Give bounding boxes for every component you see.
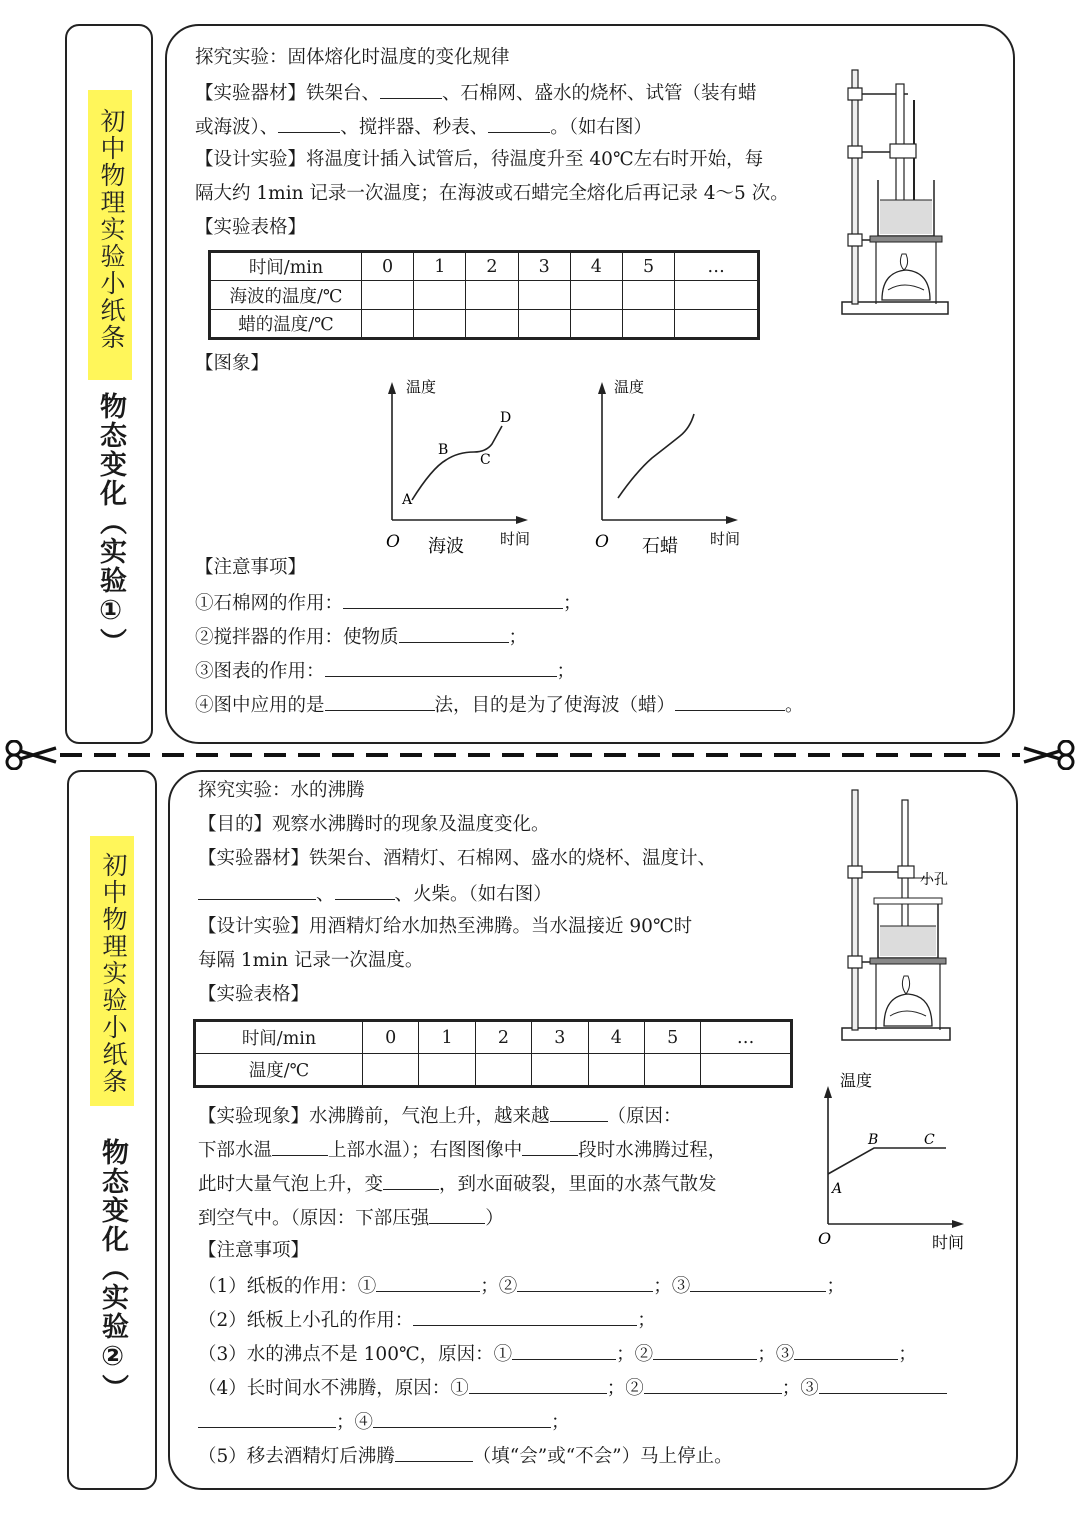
blank[interactable] — [488, 114, 550, 133]
table-row — [210, 281, 759, 310]
blank[interactable] — [517, 1273, 653, 1292]
table-cell[interactable] — [363, 1054, 419, 1087]
graph-origin: O — [386, 532, 400, 552]
table-cell[interactable] — [644, 1054, 700, 1087]
table-row — [210, 310, 759, 339]
table-header-cell: 5 — [622, 252, 674, 281]
blank[interactable] — [373, 1409, 551, 1428]
exp2-note-3: （3）水的沸点不是 100℃，原因：① ；② ；③ ； — [198, 1341, 917, 1367]
scissors-icon-left — [7, 741, 56, 769]
table-header-cell: … — [675, 252, 759, 281]
table-cell[interactable] — [414, 281, 466, 310]
blank[interactable] — [469, 1375, 607, 1394]
exp1-note-2: ②搅拌器的作用：使物质 ； — [195, 624, 527, 650]
exp1-design-line1: 【设计实验】将温度计插入试管后，待温度升至 40℃左右时开始，每 — [195, 149, 764, 170]
table-cell[interactable] — [532, 1054, 588, 1087]
blank[interactable] — [644, 1375, 782, 1394]
exp2-materials-line1: 【实验器材】铁架台、酒精灯、石棉网、盛水的烧杯、温度计、 — [198, 848, 717, 869]
exp2-materials-line2: 、 、火柴。（如右图） — [198, 881, 552, 907]
exp2-design-line2: 每隔 1min 记录一次温度。 — [198, 950, 424, 971]
table-cell[interactable] — [518, 310, 570, 339]
blank[interactable] — [794, 1341, 898, 1360]
exp1-title: 探究实验：固体熔化时温度的变化规律 — [195, 47, 510, 68]
sidebar-exp2 — [67, 770, 157, 1490]
table-header-cell: … — [701, 1021, 792, 1054]
exp1-apparatus-illustration — [838, 64, 958, 320]
blank[interactable] — [278, 114, 340, 133]
table-cell[interactable] — [419, 1054, 475, 1087]
sidebar-exp1 — [65, 24, 153, 744]
table-cell[interactable] — [466, 281, 518, 310]
sidebar-topic: 物态变化（实验②） — [97, 1138, 128, 1403]
graph-caption: 石蜡 — [642, 536, 678, 557]
table-header-cell: 2 — [475, 1021, 531, 1054]
table-cell[interactable] — [362, 310, 414, 339]
blank[interactable] — [653, 1341, 757, 1360]
exp2-table-title: 【实验表格】 — [198, 984, 310, 1005]
table-row-label: 海波的温度/℃ — [210, 281, 362, 310]
exp2-phenomena-line1: 【实验现象】水沸腾前，气泡上升，越来越 （原因： — [198, 1103, 682, 1129]
sidebar-topic: 物态变化（实验①） — [95, 392, 126, 657]
blank[interactable] — [550, 1103, 608, 1122]
table-cell[interactable] — [622, 310, 674, 339]
blank[interactable] — [272, 1137, 328, 1156]
exp2-data-table — [193, 1019, 793, 1088]
apparatus-label-hole: 小孔 — [920, 872, 948, 888]
table-header-cell: 4 — [588, 1021, 644, 1054]
blank[interactable] — [198, 1409, 336, 1428]
point-label: B — [868, 1132, 879, 1148]
exp1-table-title: 【实验表格】 — [195, 217, 307, 238]
table-cell[interactable] — [570, 281, 622, 310]
table-cell[interactable] — [414, 310, 466, 339]
exp2-phenomena-line2: 下部水温 上部水温）；右图图像中 段时水沸腾过程， — [198, 1137, 726, 1163]
point-label: B — [438, 442, 449, 458]
exp1-materials-line2: 或海波）、 、搅拌器、秒表、 。（如右图） — [195, 114, 652, 140]
table-header-cell: 0 — [362, 252, 414, 281]
exp1-data-table — [208, 250, 760, 340]
blank[interactable] — [429, 1205, 485, 1224]
blank[interactable] — [325, 692, 435, 711]
graph-caption: 海波 — [428, 536, 464, 557]
blank[interactable] — [198, 881, 316, 900]
table-row-label: 蜡的温度/℃ — [210, 310, 362, 339]
table-row — [195, 1054, 792, 1087]
scissors-icon-right — [1024, 741, 1073, 769]
graph-origin: O — [818, 1229, 832, 1248]
table-header-cell: 2 — [466, 252, 518, 281]
graph-xlabel: 时间 — [710, 530, 741, 548]
graph-ylabel: 温度 — [614, 378, 645, 396]
exp1-note-3: ③图表的作用： ； — [195, 658, 575, 684]
table-cell[interactable] — [570, 310, 622, 339]
exp2-purpose: 【目的】观察水沸腾时的现象及温度变化。 — [198, 814, 550, 835]
exp2-note-1: （1）纸板的作用：① ；② ；③ ； — [198, 1273, 845, 1299]
cut-line — [0, 740, 1080, 770]
exp2-title: 探究实验：水的沸腾 — [198, 780, 365, 801]
exp2-note-4: （4）长时间水不沸腾，原因：① ；② ；③ — [198, 1375, 947, 1401]
blank[interactable] — [395, 1443, 473, 1462]
table-cell[interactable] — [518, 281, 570, 310]
table-cell[interactable] — [701, 1054, 792, 1087]
point-label: A — [402, 492, 413, 508]
exp1-design-line2: 隔大约 1min 记录一次温度；在海波或石蜡完全熔化后再记录 4～5 次。 — [195, 183, 789, 204]
exp2-phenomena-line4: 到空气中。（原因：下部压强 ） — [198, 1205, 504, 1231]
table-header-cell: 5 — [644, 1021, 700, 1054]
point-label: C — [924, 1132, 935, 1148]
blank[interactable] — [343, 590, 563, 609]
table-header-row — [210, 252, 759, 281]
table-cell[interactable] — [466, 310, 518, 339]
table-cell[interactable] — [622, 281, 674, 310]
exp1-note-4: ④图中应用的是 法，目的是为了使海波（蜡） 。 — [195, 692, 804, 718]
table-header-row — [195, 1021, 792, 1054]
table-cell[interactable] — [475, 1054, 531, 1087]
table-cell[interactable] — [588, 1054, 644, 1087]
table-header-cell: 4 — [570, 252, 622, 281]
exp2-phenomena-line3: 此时大量气泡上升，变 ，到水面破裂，里面的水蒸气散发 — [198, 1171, 717, 1197]
blank[interactable] — [383, 1171, 439, 1190]
table-row-label: 温度/℃ — [195, 1054, 363, 1087]
sidebar-title: 初中物理实验小纸条 — [99, 852, 128, 1095]
exp1-graph-title: 【图象】 — [195, 353, 270, 374]
blank[interactable] — [522, 1137, 578, 1156]
graph-ylabel: 温度 — [406, 378, 437, 396]
table-cell[interactable] — [362, 281, 414, 310]
point-label: A — [832, 1181, 843, 1197]
exp2-notes-title: 【注意事项】 — [198, 1240, 310, 1261]
sidebar-title: 初中物理实验小纸条 — [97, 108, 126, 351]
table-cell[interactable] — [675, 281, 759, 310]
point-label: C — [480, 452, 491, 468]
point-label: D — [500, 410, 512, 426]
exp2-note-4-cont: ；④ ； — [198, 1409, 570, 1435]
blank[interactable] — [399, 624, 509, 643]
table-header-cell: 3 — [518, 252, 570, 281]
table-header-cell: 0 — [363, 1021, 419, 1054]
graph-xlabel: 时间 — [500, 530, 531, 548]
graph-origin: O — [595, 532, 609, 552]
exp2-apparatus-illustration — [838, 786, 968, 1046]
blank[interactable] — [376, 1273, 480, 1292]
graph-ylabel: 温度 — [840, 1071, 873, 1090]
exp2-note-2: （2）纸板上小孔的作用： ； — [198, 1307, 656, 1333]
exp2-design-line1: 【设计实验】用酒精灯给水加热至沸腾。当水温接近 90℃时 — [198, 916, 693, 937]
exp1-notes-title: 【注意事项】 — [195, 557, 307, 578]
table-header-cell: 时间/min — [195, 1021, 363, 1054]
blank[interactable] — [380, 80, 442, 99]
blank[interactable] — [512, 1341, 616, 1360]
blank[interactable] — [413, 1307, 637, 1326]
table-cell[interactable] — [675, 310, 759, 339]
blank[interactable] — [335, 881, 395, 900]
graph-xlabel: 时间 — [932, 1233, 965, 1252]
exp1-note-1: ①石棉网的作用： ； — [195, 590, 582, 616]
blank[interactable] — [819, 1375, 947, 1394]
blank[interactable] — [675, 692, 785, 711]
table-header-cell: 3 — [532, 1021, 588, 1054]
exp2-note-5: （5）移去酒精灯后沸腾 （填“会”或“不会”）马上停止。 — [198, 1443, 733, 1469]
exp1-materials-line1: 【实验器材】铁架台、 、石棉网、盛水的烧杯、试管（装有蜡 — [195, 80, 757, 106]
blank[interactable] — [325, 658, 557, 677]
table-header-cell: 1 — [419, 1021, 475, 1054]
table-header-cell: 时间/min — [210, 252, 362, 281]
exp1-graph-haibo — [370, 372, 540, 562]
blank[interactable] — [690, 1273, 826, 1292]
table-header-cell: 1 — [414, 252, 466, 281]
exp1-graph-shila — [580, 372, 750, 562]
exp2-graph-boiling — [808, 1066, 984, 1256]
